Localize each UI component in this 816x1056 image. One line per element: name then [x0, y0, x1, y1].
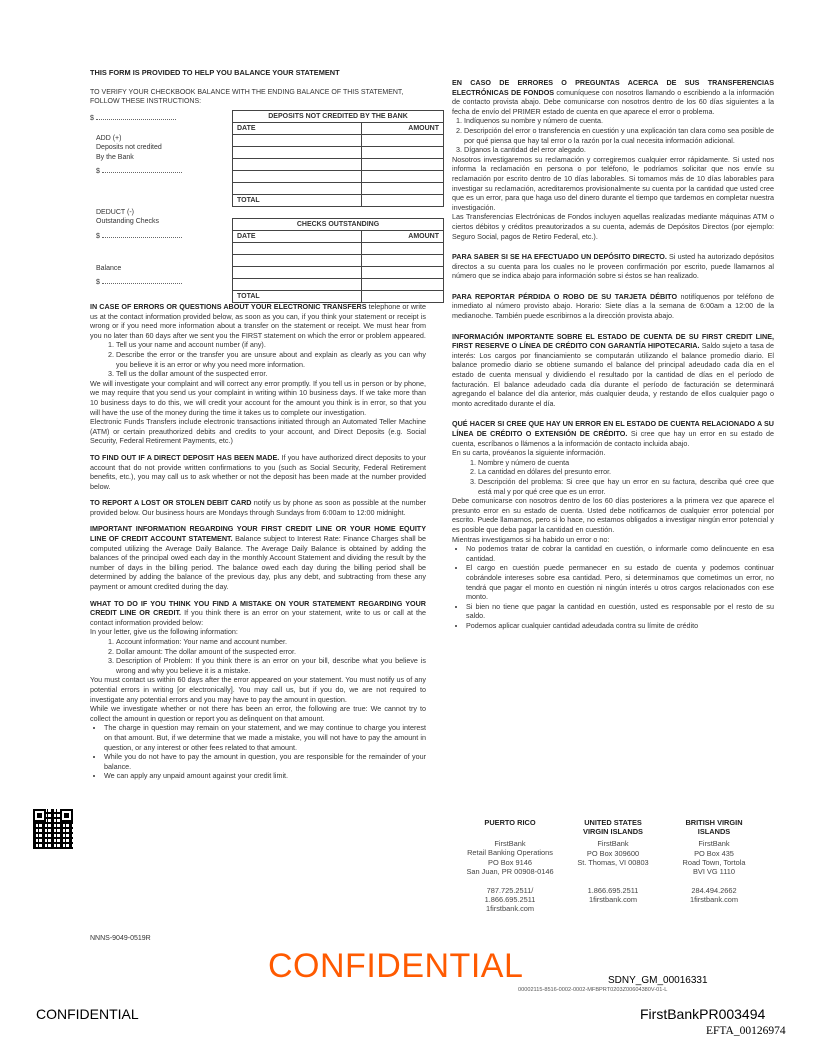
form-header: THIS FORM IS PROVIDED TO HELP YOU BALANCE YOUR STATEMENT — [90, 68, 340, 77]
dollar-line-2: $ — [96, 165, 182, 176]
deduct-block: DEDUCT (-) Outstanding Checks — [96, 209, 160, 226]
form-intro: TO VERIFY YOUR CHECKBOOK BALANCE WITH THE ENDING BALANCE OF THIS STATEMENT, FOLLOW THESE INSTRUCTIONS: — [90, 89, 404, 106]
dollar-line-1: $ — [90, 112, 176, 123]
dollar-line-3: $ — [96, 230, 182, 241]
balance-label: Balance — [96, 265, 122, 272]
confidential-footer: CONFIDENTIAL — [36, 1006, 139, 1022]
deposits-title: DEPOSITS NOT CREDITED BY THE BANK — [233, 111, 444, 123]
confidential-stamp: CONFIDENTIAL — [268, 947, 524, 985]
checks-table: CHECKS OUTSTANDING DATE AMOUNT TOTAL — [232, 218, 444, 303]
qr-code — [33, 809, 73, 849]
tiny-code: 00002115-8516-0002-0002-MFBPRT0203Z00604380V-01-L — [518, 987, 668, 993]
contact-us-virgin-islands: UNITED STATES VIRGIN ISLANDS FirstBank PO Box 309600 St. Thomas, VI 00803 1.866.695.2511 1firstbank.com — [577, 818, 649, 905]
english-column: IN CASE OF ERRORS OR QUESTIONS ABOUT YOUR ELECTRONIC TRANSFERS telephone or write us at the contact information provided below, as soon as you can, if you think your statement or receipt is wrong or if you need more information about a transfer on the statement or receipt. We must hear from you no later than 60 days after we sent you the FIRST statement on which the error or problem appeared. 1. Tell us your name and account number (if any). 2. Describe the error or the transfer you are unsure about and explain as clearly as you can why you believe it is an error or why you need more information. 3. Tell us the dollar amount of the suspected error. We will investigate your complaint and will correct any error promptly. If you tell us in person or by phone, we may require that you send us your complaint in writing within 10 business days. If we take more than 10 business days to do this, we will credit your account for the amount you think is in error, so that you will have the use of the money during the time it takes us to complete our investigation. Electronic Funds Transfers include electronic transactions initiated through an Automated Teller Machine (ATM) or certain preauthorized debits and credits to your account, and Direct Deposits (e.g. Social Security, Federal Retirement Payments, etc.) TO FIND OUT IF A DIRECT DEPOSIT HAS BEEN MADE. If you have authorized direct deposits to your account that do not provide written confirmations to you (such as Social Security, Federal Retirement benefits, etc.), you may call us to ask whether or not the deposit has been made at the number provided below. TO REPORT A LOST OR STOLEN DEBIT CARD notify us by phone as soon as possible at the number provided below. Our business hours are Mondays through Sundays from 6:00am to 12:00 midnight. IMPORTANT INFORMATION REGARDING YOUR FIRST CREDIT LINE OR YOUR HOME EQUITY LINE OF CREDIT ACCOUNT STATEMENT. Balance subject to Interest Rate: Finance Charges shall be computed utilizing the Average Daily Balance. The Average Daily Balance is obtained by adding the balances of the principal owed each day in the monthly Account Statement and dividing the result by the number of days in the billing period. The balance owed each day during the billing period shall be determined by adding the balance of the previous day, plus any debt, and subtracting from these any payment or amount credited during the day. WHAT TO DO IF YOU THINK YOU FIND A MISTAKE ON YOUR STATEMENT REGARDING YOUR CREDIT LINE OR CREDIT. If you think there is an error on your statement, write to us or call at the contact information provided below: In your letter, give us the following information: 1. Account information: Your name and account number. 2. Dollar amount: The dollar amount of the suspected error. 3. Description of Problem: If you think there is an error on your bill, describe what you believe is wrong and why you believe it is a mistake. You must contact us within 60 days after the error appeared on your statement. You must notify us of any potential errors in writing [or electronically]. You may call us, but if you do, we are not required to investigate any potential errors and you may have to pay the amount in question. While we investigate whether or not there has been an error, the following are true: We cannot try to collect the amount in question or report you as delinquent on that amount. • The charge in question may remain on your statement, and we may continue to charge you interest on that amount. But, if we determine that we made a mistake, you will not have to pay the amount in question, or any interest or other fees related to that amount. • While you do not have to pay the amount in question, you are responsible for the remainder of your balance. • We can apply any unpaid amount against your credit limit. — [90, 302, 426, 781]
sdny-stamp: SDNY_GM_00016331 — [608, 975, 708, 986]
add-block: ADD (+) Deposits not credited By the Bank — [96, 135, 162, 161]
deposits-table: DEPOSITS NOT CREDITED BY THE BANK DATE AMOUNT TOTAL — [232, 110, 444, 207]
dollar-line-4: $ — [96, 276, 182, 287]
firstbank-id: FirstBankPR003494 — [640, 1006, 766, 1022]
efta-id: EFTA_00126974 — [706, 1025, 786, 1037]
contact-puerto-rico: PUERTO RICO FirstBank Retail Banking Operations PO Box 9146 San Juan, PR 00908-0146 787.725.2511/ 1.866.695.2511 1firstbank.com — [466, 818, 554, 914]
spanish-column: EN CASO DE ERRORES O PREGUNTAS ACERCA DE SUS TRANSFERENCIAS ELECTRÓNICAS DE FONDOS comuníquese con nosotros llamando o escribiendo a la información de contacto provista abajo. Debe comunicarse con nosotros dentro de los 60 días siguientes a la fecha de envío del PRIMER estado de cuenta en que aparece el error o problema. 1. Indíquenos su nombre y número de cuenta. 2. Descripción del error o transferencia en cuestión y una explicación tan clara como sea posible de por qué piensa que hay tal error o la razón por la cual necesita información adicional. 3. Díganos la cantidad del error alegado. Nosotros investigaremos su reclamación y corregiremos cualquier error rápidamente. Si usted nos informa la reclamación en persona o por teléfono, le podríamos solicitar que nos envíe su reclamación por escrito dentro de 10 días laborables. Si tomamos más de 10 días laborables para investigar su reclamación, acreditaremos provisionalmente su cuenta por la cantidad que usted cree que es un error, para que haga uso del dinero durante el tiempo que tardemos en completar nuestra investigación. Las Transferencias Electrónicas de Fondos incluyen aquellas realizadas mediante máquinas ATM o ciertos débitos y créditos preautorizados a su cuenta, además de Depósitos Directos (por ejemplo: Seguro Social, pagos de Retiro Federal, etc.). PARA SABER SI SE HA EFECTUADO UN DEPÓSITO DIRECTO. Si usted ha autorizado depósitos directos a su cuenta para los cuales no le proveen confirmación por escrito, puede llamarnos al número que se indica abajo para información sobre si éstos se han realizado. PARA REPORTAR PÉRDIDA O ROBO DE SU TARJETA DÉBITO notifíquenos por teléfono de inmediato al número provisto abajo. Horario: Siete días a la semana de 6:00am a 12:00 de la medianoche. También puede escribirnos a la dirección provista abajo. INFORMACIÓN IMPORTANTE SOBRE EL ESTADO DE CUENTA DE SU FIRST CREDIT LINE, FIRST RESERVE O LÍNEA DE CRÉDITO CON GARANTÍA HIPOTECARIA. Saldo sujeto a tasa de interés: Los cargos por financiamiento se computarán utilizando el balance promedio diario. El balance promedio diario se obtiene sumando el balance del principal adeudado cada día en el estado de cuenta mensual y dividiendo el resultado por la cantidad de días en el período de facturación. El balance adeudado cada día durante el período de facturación se determinará agregando el balance del día anterior, más cualquier deuda, y restando de ellos cualquier pago o monto acreditado durante el día. QUÉ HACER SI CREE QUE HAY UN ERROR EN EL ESTADO DE CUENTA RELACIONADO A SU LÍNEA DE CRÉDITO O EXTENSIÓN DE CRÉDITO. Si cree que hay un error en su estado de cuenta, escríbanos o llámenos a la información de contacto incluida abajo. En su carta, provéanos la siguiente información. 1. Nombre y número de cuenta 2. La cantidad en dólares del presunto error. 3. Descripción del problema: Si cree que hay un error en su factura, describa qué cree que está mal y por qué cree que es un error. Debe comunicarse con nosotros dentro de los 60 días posteriores a la primera vez que aparece el presunto error en su estado de cuenta. Usted debe notificarnos de cualquier error potencial por escrito. Puede llamarnos, pero si lo hace, no estamos obligados a investigar ningún error potencial y es posible que deba pagar la cantidad en cuestión. Mientras investigamos si ha habido un error o no: • No podemos tratar de cobrar la cantidad en cuestión, o informarle como delincuente en esa cantidad. • El cargo en cuestión puede permanecer en su estado de cuenta y podemos continuar cobrándole intereses sobre esa cantidad. Pero, si determinamos que cometimos un error, no tendrá que pagar el monto en cuestión ni ningún interés u otros cargos relacionados con ese monto. • Si bien no tiene que pagar la cantidad en cuestión, usted es responsable por el resto de su saldo. • Podemos aplicar cualquier cantidad adeudada contra su límite de crédito — [452, 78, 774, 630]
form-code: NNNS-9049-0519R — [90, 935, 151, 942]
contact-british-virgin-islands: BRITISH VIRGIN ISLANDS FirstBank PO Box 435 Road Town, Tortola BVI VG 1110 284.494.2662 1firstbank.com — [682, 818, 746, 905]
checks-title: CHECKS OUTSTANDING — [233, 219, 444, 231]
